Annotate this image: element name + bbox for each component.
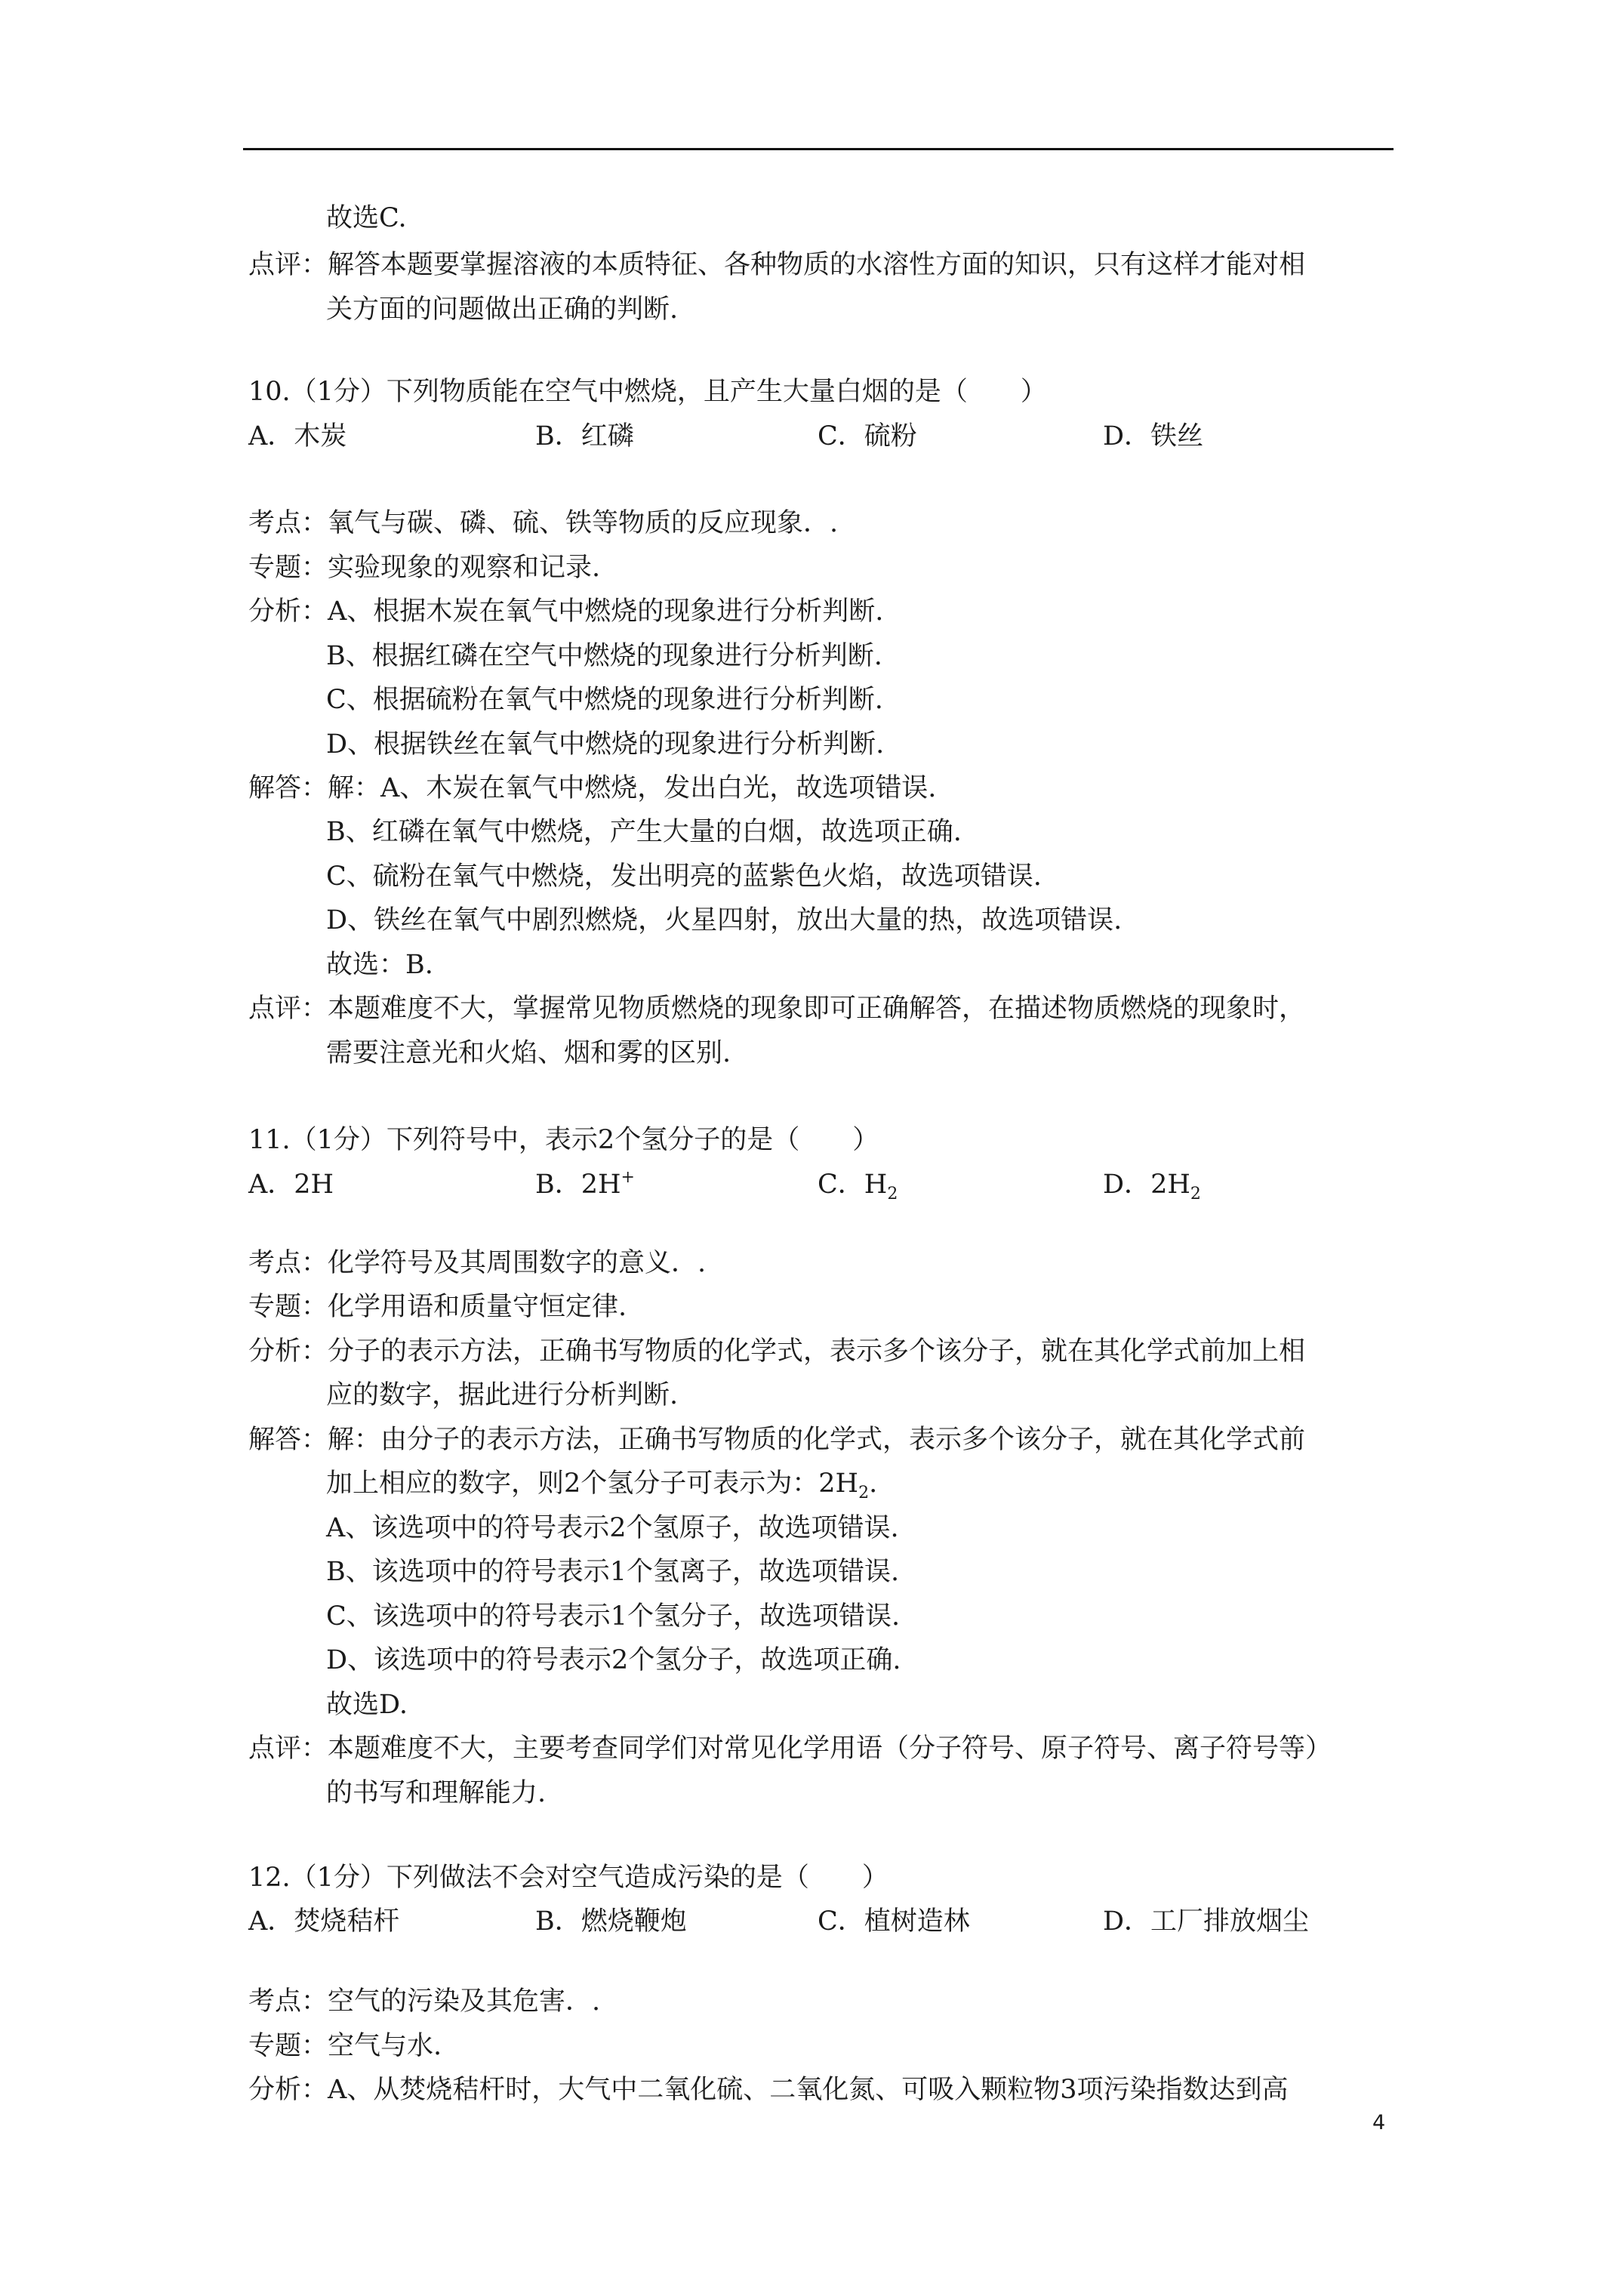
- q11-option-b: B．2H+: [535, 1168, 635, 1200]
- q10-option-a: A．木炭: [248, 421, 347, 451]
- q11-jieda-line-1: 解答：解：由分子的表示方法，正确书写物质的化学式，表示多个该分子，就在其化学式前: [248, 1425, 1306, 1455]
- q11-fenxi-line-2: 应的数字，据此进行分析判断.: [326, 1380, 679, 1410]
- q10-jieda-line-5: 故选：B.: [326, 950, 433, 980]
- q10-fenxi-line-4: D、根据铁丝在氧气中燃烧的现象进行分析判断.: [326, 729, 885, 760]
- q11-jieda-line-6: D、该选项中的符号表示2个氢分子，故选项正确.: [326, 1645, 901, 1675]
- prev-conclusion: 故选C.: [326, 203, 407, 233]
- q11-option-d: D．$2H_2$: [1103, 1170, 1201, 1203]
- prev-review-line-2: 关方面的问题做出正确的判断.: [326, 294, 679, 325]
- q10-jieda-line-2: B、红磷在氧气中燃烧，产生大量的白烟，故选项正确.: [326, 817, 962, 847]
- q12-zhuanti: 专题：空气与水.: [248, 2031, 442, 2061]
- q12-kaodian: 考点：空气的污染及其危害．.: [248, 1986, 601, 2017]
- q10-option-c: C．硫粉: [818, 421, 917, 451]
- q10-zhuanti: 专题：实验现象的观察和记录.: [248, 553, 601, 583]
- q11-kaodian: 考点：化学符号及其周围数字的意义．.: [248, 1248, 707, 1278]
- q10-fenxi-line-3: C、根据硫粉在氧气中燃烧的现象进行分析判断.: [326, 685, 883, 715]
- q11-dianping-line-2: 的书写和理解能力.: [326, 1778, 547, 1808]
- q12-option-c: C．植树造林: [818, 1906, 970, 1937]
- q10-dianping-line-2: 需要注意光和火焰、烟和雾的区别.: [326, 1038, 731, 1068]
- q11-jieda-line-4: B、该选项中的符号表示1个氢离子，故选项错误.: [326, 1557, 900, 1587]
- q10-option-b: B．红磷: [535, 421, 634, 451]
- q10-fenxi-line-1: 分析：A、根据木炭在氧气中燃烧的现象进行分析判断.: [248, 596, 884, 627]
- q11-question: 11.（1分）下列符号中，表示2个氢分子的是（ ）: [248, 1125, 879, 1155]
- q10-jieda-line-3: C、硫粉在氧气中燃烧，发出明亮的蓝紫色火焰，故选项错误.: [326, 861, 1042, 892]
- page-number: 4: [1372, 2111, 1386, 2134]
- q10-jieda-line-1: 解答：解：A、木炭在氧气中燃烧，发出白光，故选项错误.: [248, 773, 937, 803]
- q10-question: 10.（1分）下列物质能在空气中燃烧，且产生大量白烟的是（ ）: [248, 377, 1047, 407]
- q10-fenxi-line-2: B、根据红磷在空气中燃烧的现象进行分析判断.: [326, 641, 882, 671]
- prev-review-line-1: 点评：解答本题要掌握溶液的本质特征、各种物质的水溶性方面的知识，只有这样才能对相: [248, 250, 1306, 280]
- q11-jieda-line-2: 加上相应的数字，则2个氢分子可表示为：$2H_2$.: [326, 1469, 878, 1502]
- q11-jieda-line-3: A、该选项中的符号表示2个氢原子，故选项错误.: [326, 1513, 899, 1543]
- q11-dianping-line-1: 点评：本题难度不大，主要考查同学们对常见化学用语（分子符号、原子符号、离子符号等）: [248, 1734, 1332, 1764]
- q12-option-d: D．工厂排放烟尘: [1103, 1906, 1310, 1937]
- q10-jieda-line-4: D、铁丝在氧气中剧烈燃烧，火星四射，放出大量的热，故选项错误.: [326, 905, 1123, 935]
- q12-option-a: A．焚烧秸杆: [248, 1906, 400, 1937]
- q11-option-a: A．2H: [248, 1170, 334, 1200]
- q10-dianping-line-1: 点评：本题难度不大，掌握常见物质燃烧的现象即可正确解答，在描述物质燃烧的现象时，: [248, 994, 1306, 1024]
- q11-option-c: C．$H_2$: [818, 1170, 898, 1203]
- q11-fenxi-line-1: 分析：分子的表示方法，正确书写物质的化学式，表示多个该分子，就在其化学式前加上相: [248, 1336, 1306, 1367]
- q11-jieda-line-7: 故选D.: [326, 1690, 408, 1720]
- header-rule: [243, 148, 1394, 150]
- q12-question: 12.（1分）下列做法不会对空气造成污染的是（ ）: [248, 1863, 888, 1893]
- q11-jieda-line-5: C、该选项中的符号表示1个氢分子，故选项错误.: [326, 1601, 901, 1632]
- q10-option-d: D．铁丝: [1103, 421, 1204, 451]
- q12-fenxi-line-1: 分析：A、从焚烧秸杆时，大气中二氧化硫、二氧化氮、可吸入颗粒物3项污染指数达到高: [248, 2075, 1289, 2105]
- q11-zhuanti: 专题：化学用语和质量守恒定律.: [248, 1292, 627, 1322]
- q12-option-b: B．燃烧鞭炮: [535, 1906, 687, 1937]
- q10-kaodian: 考点：氧气与碳、磷、硫、铁等物质的反应现象．.: [248, 508, 839, 538]
